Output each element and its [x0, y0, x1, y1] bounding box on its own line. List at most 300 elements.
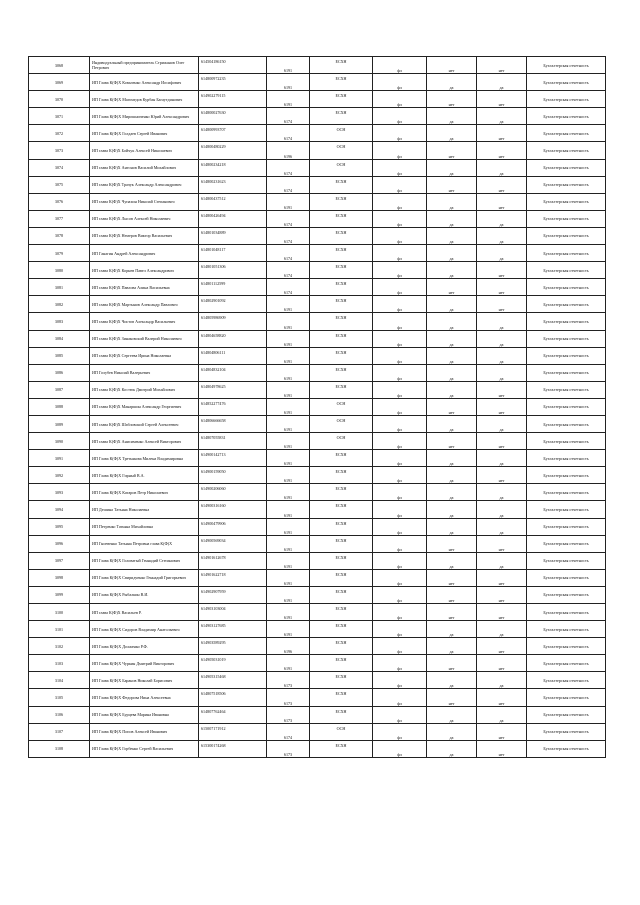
table-row	[29, 91, 606, 108]
report-type-cell: Бухгалтерская отчетность	[527, 74, 606, 91]
flag-a-cell: да	[427, 706, 477, 723]
report-type-cell: Бухгалтерская отчетность	[527, 518, 606, 535]
report-type-cell: Бухгалтерская отчетность	[527, 552, 606, 569]
tax-regime-cell: ОСН	[310, 433, 373, 450]
tax-regime-cell: ЕСХН	[310, 552, 373, 569]
flag-b-cell: нет	[477, 91, 527, 108]
row-number-cell: 3080	[29, 262, 90, 279]
inspection-code-cell: 6191	[267, 74, 310, 91]
inn-number-cell: 614800437512	[199, 193, 267, 210]
flag-a-cell: да	[427, 330, 477, 347]
flag-b-cell: да	[477, 484, 527, 501]
entity-type-cell: фл	[373, 245, 427, 262]
inspection-code-cell: 6174	[267, 723, 310, 740]
flag-b-cell: нет	[477, 740, 527, 757]
flag-b-cell: да	[477, 245, 527, 262]
inn-number-cell: 614800234218	[199, 159, 267, 176]
row-number-cell: 3073	[29, 142, 90, 159]
report-type-cell: Бухгалтерская отчетность	[527, 433, 606, 450]
entity-name-cell: ИП Глава К(Ф)Х Федорова Нина Алексеевна	[90, 689, 199, 706]
entity-name-cell: ИП глава К(Ф)Х Трачук Александр Александрович	[90, 176, 199, 193]
flag-a-cell: нет	[427, 535, 477, 552]
row-number-cell: 3104	[29, 672, 90, 689]
report-type-cell: Бухгалтерская отчетность	[527, 330, 606, 347]
entity-type-cell: фл	[373, 364, 427, 381]
row-number-cell: 3070	[29, 91, 90, 108]
table-row	[29, 433, 606, 450]
inn-number-cell: 614806666658	[199, 415, 267, 432]
row-number-cell: 3101	[29, 621, 90, 638]
report-type-cell: Бухгалтерская отчетность	[527, 108, 606, 125]
entity-type-cell: фл	[373, 535, 427, 552]
entity-type-cell: фл	[373, 57, 427, 74]
entity-name-cell: ИП глава К(Ф)Х Бойчук Алексей Николаевич	[90, 142, 199, 159]
entity-name-cell: ИП глава К(Ф)Х Манаршин Александр Георгиевич	[90, 398, 199, 415]
table-row	[29, 535, 606, 552]
flag-b-cell: нет	[477, 689, 527, 706]
row-number-cell: 3083	[29, 313, 90, 330]
inn-number-cell: 614801034889	[199, 227, 267, 244]
inspection-code-cell: 6173	[267, 706, 310, 723]
inn-number-cell: 614800480229	[199, 142, 267, 159]
table-row	[29, 296, 606, 313]
entity-type-cell: фл	[373, 125, 427, 142]
flag-b-cell: да	[477, 552, 527, 569]
table-row	[29, 569, 606, 586]
flag-b-cell: нет	[477, 535, 527, 552]
entity-type-cell: фл	[373, 279, 427, 296]
row-number-cell: 3077	[29, 210, 90, 227]
entity-type-cell: фл	[373, 552, 427, 569]
entity-type-cell: фл	[373, 604, 427, 621]
inspection-code-cell: 6191	[267, 347, 310, 364]
entity-type-cell: фл	[373, 330, 427, 347]
row-number-cell: 3096	[29, 535, 90, 552]
tax-regime-cell: ЕСХН	[310, 91, 373, 108]
tax-regime-cell: ОСН	[310, 125, 373, 142]
report-type-cell: Бухгалтерская отчетность	[527, 484, 606, 501]
inn-number-cell: 614900479906	[199, 518, 267, 535]
row-number-cell: 3099	[29, 586, 90, 603]
inspection-code-cell: 6191	[267, 193, 310, 210]
inn-number-cell: 614903127685	[199, 621, 267, 638]
flag-a-cell: да	[427, 245, 477, 262]
flag-b-cell: да	[477, 450, 527, 467]
tax-regime-cell: ЕСХН	[310, 74, 373, 91]
flag-a-cell: да	[427, 484, 477, 501]
entity-name-cell: ИП Глава К(Ф)Х Коваленко Александр Иосифович	[90, 74, 199, 91]
entity-type-cell: фл	[373, 723, 427, 740]
row-number-cell: 3100	[29, 604, 90, 621]
entity-name-cell: ИП глава К(Ф)Х Васильев Р.	[90, 604, 199, 621]
flag-b-cell: нет	[477, 279, 527, 296]
entity-type-cell: фл	[373, 91, 427, 108]
entity-type-cell: фл	[373, 638, 427, 655]
entity-name-cell: ИП Глава К(Ф)Х Рыбалкин В.И.	[90, 586, 199, 603]
inn-number-cell: 614504186150	[199, 57, 267, 74]
entity-type-cell: фл	[373, 484, 427, 501]
inspection-code-cell: 6191	[267, 586, 310, 603]
row-number-cell: 3071	[29, 108, 90, 125]
inspection-code-cell: 6174	[267, 125, 310, 142]
row-number-cell: 3081	[29, 279, 90, 296]
flag-a-cell: да	[427, 723, 477, 740]
entity-type-cell: фл	[373, 74, 427, 91]
table-row	[29, 381, 606, 398]
entity-name-cell: ИП Петренко Татьяна Михайловна	[90, 518, 199, 535]
report-type-cell: Бухгалтерская отчетность	[527, 723, 606, 740]
entity-name-cell: ИП Дешина Татьяна Николаевна	[90, 501, 199, 518]
row-number-cell: 3107	[29, 723, 90, 740]
table-row	[29, 176, 606, 193]
table-row	[29, 740, 606, 757]
tax-regime-cell: ЕСХН	[310, 569, 373, 586]
entity-name-cell: ИП Ганагин Андрей Александрович	[90, 245, 199, 262]
entity-name-cell: ИП глава К(Ф)Х Костюк Дмитрий Михайлович	[90, 381, 199, 398]
inspection-code-cell: 6191	[267, 518, 310, 535]
flag-a-cell: да	[427, 108, 477, 125]
table-row	[29, 227, 606, 244]
inspection-code-cell: 6191	[267, 330, 310, 347]
inn-number-cell: 614807518506	[199, 689, 267, 706]
tax-regime-cell: ЕСХН	[310, 638, 373, 655]
flag-b-cell: да	[477, 347, 527, 364]
inspection-code-cell: 6174	[267, 210, 310, 227]
flag-a-cell: да	[427, 296, 477, 313]
entity-type-cell: фл	[373, 450, 427, 467]
entity-name-cell: ИП глава К(Ф)Х Шабловский Сергей Алексеевич	[90, 415, 199, 432]
flag-b-cell: да	[477, 313, 527, 330]
inn-number-cell: 614905315468	[199, 672, 267, 689]
table-row	[29, 552, 606, 569]
inspection-code-cell: 6191	[267, 621, 310, 638]
row-number-cell: 3087	[29, 381, 90, 398]
entity-name-cell: ИП глава К(Ф)Х Лысов Алексей Николаевич	[90, 210, 199, 227]
report-type-cell: Бухгалтерская отчетность	[527, 586, 606, 603]
row-number-cell: 3108	[29, 740, 90, 757]
flag-b-cell: нет	[477, 723, 527, 740]
flag-a-cell: да	[427, 227, 477, 244]
inn-number-cell: 614800972235	[199, 74, 267, 91]
flag-b-cell: да	[477, 672, 527, 689]
entity-type-cell: фл	[373, 262, 427, 279]
inspection-code-cell: 6191	[267, 433, 310, 450]
tax-regime-cell: ЕСХН	[310, 176, 373, 193]
report-type-cell: Бухгалтерская отчетность	[527, 689, 606, 706]
row-number-cell: 3106	[29, 706, 90, 723]
flag-b-cell: да	[477, 364, 527, 381]
flag-a-cell: да	[427, 621, 477, 638]
tax-regime-cell: ЕСХН	[310, 689, 373, 706]
flag-a-cell: нет	[427, 433, 477, 450]
entity-type-cell: фл	[373, 159, 427, 176]
entity-name-cell: ИП Глава К(Ф)Х Голдаев Сергей Иванович	[90, 125, 199, 142]
table-row	[29, 313, 606, 330]
report-type-cell: Бухгалтерская отчетность	[527, 245, 606, 262]
entity-name-cell: ИП глава К(Ф)Х Чупахин Николай Степанович	[90, 193, 199, 210]
entity-name-cell: ИП глава К(Ф)Х Зинаковский Валерий Николаевич	[90, 330, 199, 347]
entity-type-cell: фл	[373, 621, 427, 638]
table-row	[29, 193, 606, 210]
table-row	[29, 604, 606, 621]
entity-type-cell: фл	[373, 740, 427, 757]
tax-regime-cell: ЕСХН	[310, 655, 373, 672]
tax-regime-cell: ЕСХН	[310, 706, 373, 723]
inn-number-cell: 614902907959	[199, 586, 267, 603]
entity-type-cell: фл	[373, 227, 427, 244]
table-row	[29, 638, 606, 655]
inspection-code-cell: 6191	[267, 484, 310, 501]
inn-number-cell: 614801112599	[199, 279, 267, 296]
row-number-cell: 3098	[29, 569, 90, 586]
row-number-cell: 3074	[29, 159, 90, 176]
row-number-cell: 3095	[29, 518, 90, 535]
entity-name-cell: ИП Глава К(Ф)Х Мирошниченко Юрий Александрович	[90, 108, 199, 125]
tax-regime-cell: ЕСХН	[310, 740, 373, 757]
tax-regime-cell: ЕСХН	[310, 296, 373, 313]
inspection-code-cell: 6174	[267, 227, 310, 244]
entity-type-cell: фл	[373, 142, 427, 159]
table-row	[29, 125, 606, 142]
inn-number-cell: 614805986909	[199, 313, 267, 330]
entity-type-cell: фл	[373, 706, 427, 723]
flag-a-cell: нет	[427, 176, 477, 193]
report-type-cell: Бухгалтерская отчетность	[527, 467, 606, 484]
inspection-code-cell: 6174	[267, 176, 310, 193]
entity-name-cell: ИП глава К(Ф)Х Анисименко Алексей Викторович	[90, 433, 199, 450]
entity-name-cell: ИП Глава К(Ф)Х Баранов Николай Борисович	[90, 672, 199, 689]
table-row	[29, 330, 606, 347]
entity-name-cell: Индивидуальный предприниматель Стрижанов Олег Петрович	[90, 57, 199, 74]
row-number-cell: 3075	[29, 176, 90, 193]
flag-b-cell: да	[477, 330, 527, 347]
inspection-code-cell: 6174	[267, 108, 310, 125]
report-type-cell: Бухгалтерская отчетность	[527, 125, 606, 142]
inn-number-cell: 614800993707	[199, 125, 267, 142]
flag-a-cell: нет	[427, 569, 477, 586]
report-type-cell: Бухгалтерская отчетность	[527, 501, 606, 518]
table-row	[29, 159, 606, 176]
table-row	[29, 450, 606, 467]
row-number-cell: 3092	[29, 467, 90, 484]
flag-b-cell: да	[477, 74, 527, 91]
flag-b-cell: нет	[477, 433, 527, 450]
entity-name-cell: ИП глава К(Ф)Х Сергеева Ирина Николаевна	[90, 347, 199, 364]
tax-regime-cell: ЕСХН	[310, 227, 373, 244]
entity-type-cell: фл	[373, 518, 427, 535]
flag-a-cell: да	[427, 74, 477, 91]
entity-type-cell: фл	[373, 569, 427, 586]
flag-b-cell: нет	[477, 57, 527, 74]
flag-b-cell: да	[477, 621, 527, 638]
inn-number-cell: 614804658820	[199, 330, 267, 347]
entity-name-cell: ИП глава К(Ф)Х Немеров Виктор Васильевич	[90, 227, 199, 244]
row-number-cell: 3102	[29, 638, 90, 655]
tax-regime-cell: ЕСХН	[310, 313, 373, 330]
inn-number-cell: 614800027630	[199, 108, 267, 125]
row-number-cell: 3097	[29, 552, 90, 569]
report-type-cell: Бухгалтерская отчетность	[527, 176, 606, 193]
inn-number-cell: 614900316160	[199, 501, 267, 518]
entity-name-cell: ИП Глава К(Ф)Х Свиридченко Геннадий Григорьевич	[90, 569, 199, 586]
flag-a-cell: нет	[427, 91, 477, 108]
entity-name-cell: ИП Глава К(Ф)Х Сидоров Владимир Анатольевич	[90, 621, 199, 638]
entity-name-cell: ИП Глава К(Ф)Х Долженко Р.Ф.	[90, 638, 199, 655]
flag-a-cell: да	[427, 210, 477, 227]
table-row	[29, 74, 606, 91]
row-number-cell: 3089	[29, 415, 90, 432]
flag-b-cell: да	[477, 108, 527, 125]
report-type-cell: Бухгалтерская отчетность	[527, 655, 606, 672]
tax-regime-cell: ЕСХН	[310, 484, 373, 501]
inspection-code-cell: 6191	[267, 569, 310, 586]
tax-regime-cell: ЕСХН	[310, 467, 373, 484]
flag-a-cell: да	[427, 672, 477, 689]
entity-type-cell: фл	[373, 193, 427, 210]
flag-b-cell: нет	[477, 586, 527, 603]
entity-name-cell: ИП глава К(Ф)Х Антонов Василий Михайлович	[90, 159, 199, 176]
inn-number-cell: 614804978625	[199, 381, 267, 398]
inspection-code-cell: 6196	[267, 142, 310, 159]
report-type-cell: Бухгалтерская отчетность	[527, 569, 606, 586]
flag-a-cell: нет	[427, 398, 477, 415]
row-number-cell: 3069	[29, 74, 90, 91]
entity-type-cell: фл	[373, 586, 427, 603]
flag-b-cell: нет	[477, 142, 527, 159]
inn-number-cell: 615007171912	[199, 723, 267, 740]
flag-a-cell: да	[427, 125, 477, 142]
report-type-cell: Бухгалтерская отчетность	[527, 398, 606, 415]
report-type-cell: Бухгалтерская отчетность	[527, 672, 606, 689]
entity-type-cell: фл	[373, 381, 427, 398]
report-type-cell: Бухгалтерская отчетность	[527, 535, 606, 552]
flag-a-cell: нет	[427, 586, 477, 603]
entity-name-cell: ИП глава К(Ф)Х Павлова Алина Васильевна	[90, 279, 199, 296]
tax-regime-cell: ЕСХН	[310, 245, 373, 262]
inspection-code-cell: 6191	[267, 552, 310, 569]
table-row	[29, 484, 606, 501]
table-row	[29, 279, 606, 296]
report-type-cell: Бухгалтерская отчетность	[527, 364, 606, 381]
inn-number-cell: 614807762464	[199, 706, 267, 723]
tax-regime-cell: ЕСХН	[310, 57, 373, 74]
flag-a-cell: да	[427, 415, 477, 432]
registry-table-body	[29, 57, 606, 758]
entity-name-cell: ИП Гноевенко Татьяна Петровна глава К(Ф)Х	[90, 535, 199, 552]
row-number-cell: 3103	[29, 655, 90, 672]
report-type-cell: Бухгалтерская отчетность	[527, 450, 606, 467]
inspection-code-cell: 6191	[267, 91, 310, 108]
inn-number-cell: 614900206060	[199, 484, 267, 501]
flag-b-cell: да	[477, 706, 527, 723]
inspection-code-cell: 6191	[267, 535, 310, 552]
report-type-cell: Бухгалтерская отчетность	[527, 313, 606, 330]
tax-regime-cell: ЕСХН	[310, 193, 373, 210]
flag-b-cell: нет	[477, 569, 527, 586]
row-number-cell: 3088	[29, 398, 90, 415]
flag-b-cell: да	[477, 415, 527, 432]
table-row	[29, 723, 606, 740]
tax-regime-cell: ЕСХН	[310, 108, 373, 125]
inspection-code-cell: 6191	[267, 398, 310, 415]
flag-a-cell: да	[427, 364, 477, 381]
inspection-code-cell: 6191	[267, 501, 310, 518]
inn-number-cell: 614804806111	[199, 347, 267, 364]
table-row	[29, 501, 606, 518]
flag-b-cell: нет	[477, 638, 527, 655]
table-row	[29, 706, 606, 723]
inspection-code-cell: 6191	[267, 467, 310, 484]
table-row	[29, 245, 606, 262]
tax-regime-cell: ЕСХН	[310, 330, 373, 347]
inspection-code-cell: 6191	[267, 604, 310, 621]
row-number-cell: 3084	[29, 330, 90, 347]
flag-a-cell: да	[427, 193, 477, 210]
flag-a-cell: нет	[427, 655, 477, 672]
row-number-cell: 3072	[29, 125, 90, 142]
flag-a-cell: да	[427, 262, 477, 279]
table-row	[29, 621, 606, 638]
table-row	[29, 672, 606, 689]
flag-a-cell: да	[427, 347, 477, 364]
flag-a-cell: да	[427, 740, 477, 757]
entity-type-cell: фл	[373, 415, 427, 432]
inspection-code-cell: 6191	[267, 381, 310, 398]
inspection-code-cell: 6174	[267, 159, 310, 176]
report-type-cell: Бухгалтерская отчетность	[527, 604, 606, 621]
tax-regime-cell: ЕСХН	[310, 210, 373, 227]
inn-number-cell: 614801048117	[199, 245, 267, 262]
report-type-cell: Бухгалтерская отчетность	[527, 621, 606, 638]
inn-number-cell: 614804832104	[199, 364, 267, 381]
entity-type-cell: фл	[373, 467, 427, 484]
flag-b-cell: нет	[477, 655, 527, 672]
report-type-cell: Бухгалтерская отчетность	[527, 415, 606, 432]
inn-number-cell: 614901622718	[199, 569, 267, 586]
row-number-cell: 3094	[29, 501, 90, 518]
report-type-cell: Бухгалтерская отчетность	[527, 227, 606, 244]
entity-name-cell: ИП Голубев Николай Валерьевич	[90, 364, 199, 381]
inn-number-cell: 614903103004	[199, 604, 267, 621]
row-number-cell: 3082	[29, 296, 90, 313]
table-row	[29, 467, 606, 484]
table-row	[29, 364, 606, 381]
entity-name-cell: ИП Глава К(Ф)Х Магомедов Курбан Багаутдинович	[90, 91, 199, 108]
row-number-cell: 3079	[29, 245, 90, 262]
inn-number-cell: 614901612678	[199, 552, 267, 569]
tax-regime-cell: ОСН	[310, 398, 373, 415]
inn-number-cell: 614900142713	[199, 450, 267, 467]
flag-b-cell: нет	[477, 467, 527, 484]
entity-type-cell: фл	[373, 501, 427, 518]
row-number-cell: 3085	[29, 347, 90, 364]
tax-regime-cell: ЕСХН	[310, 518, 373, 535]
entity-type-cell: фл	[373, 655, 427, 672]
inspection-code-cell: 6191	[267, 655, 310, 672]
inspection-code-cell: 6191	[267, 57, 310, 74]
entity-type-cell: фл	[373, 296, 427, 313]
inspection-code-cell: 6191	[267, 364, 310, 381]
entity-type-cell: фл	[373, 433, 427, 450]
flag-a-cell: нет	[427, 142, 477, 159]
table-row	[29, 347, 606, 364]
inn-number-cell: 614807055831	[199, 433, 267, 450]
tax-regime-cell: ЕСХН	[310, 672, 373, 689]
report-type-cell: Бухгалтерская отчетность	[527, 381, 606, 398]
table-row	[29, 398, 606, 415]
entity-name-cell: ИП глава К(Ф)Х Корнев Павел Александрович	[90, 262, 199, 279]
tax-regime-cell: ЕСХН	[310, 364, 373, 381]
